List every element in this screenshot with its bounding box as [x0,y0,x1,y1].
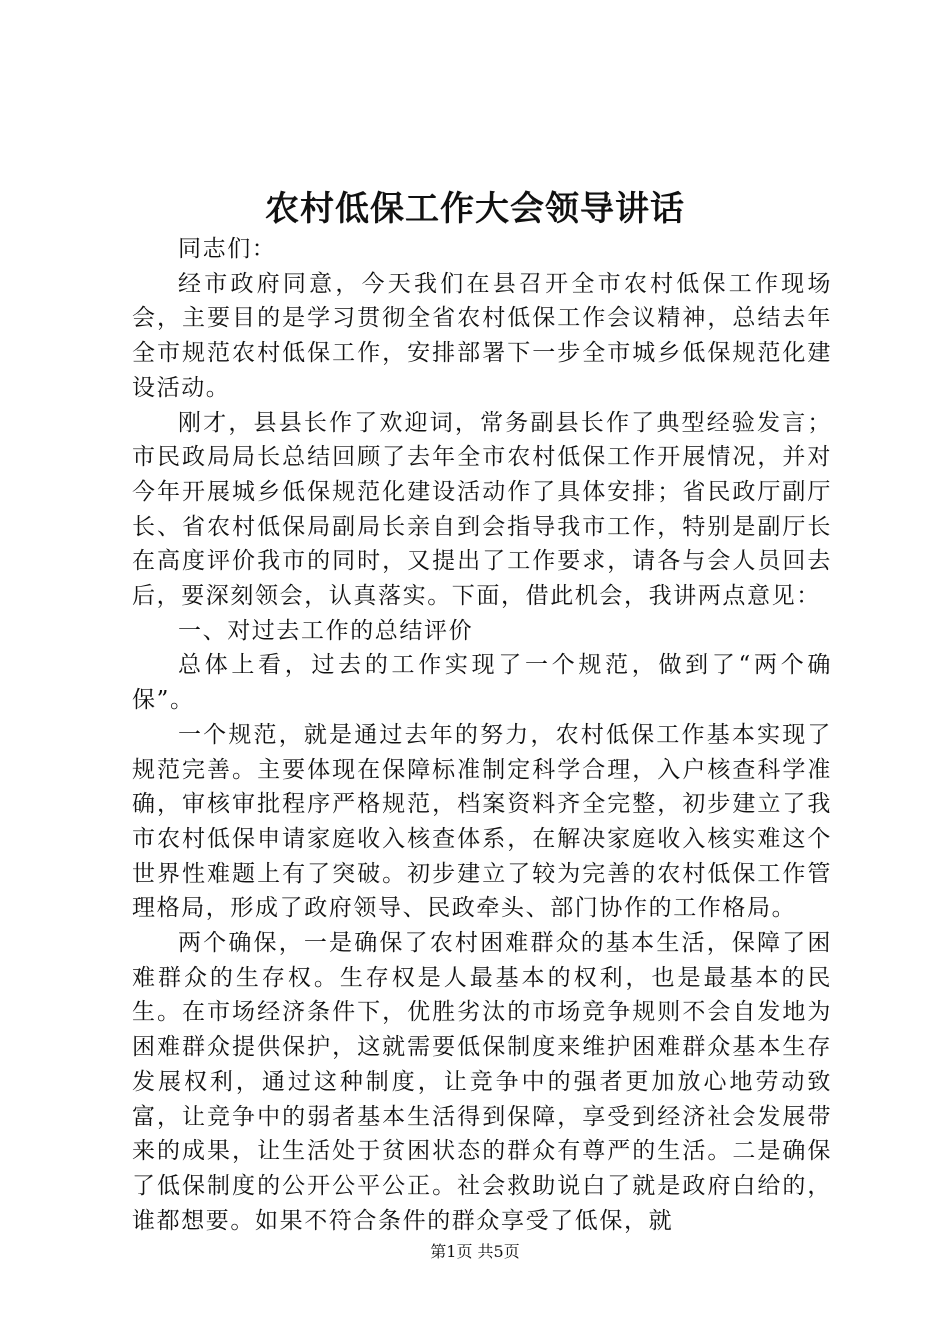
body-paragraph: 一个规范，就是通过去年的努力，农村低保工作基本实现了规范完善。主要体现在保障标准制定科学合理，入户核查科学准确，审核审批程序严格规范，档案资料齐全完整，初步建立了我市农村低保申请家庭收入核查体系，在解决家庭收入核实难这个世界性难题上有了突破。初步建立了较为完善的农村低保工作管理格局，形成了政府领导、民政牵头、部门协作的工作格局。 [132,721,832,922]
page-number: 第1页 共5页 [430,1242,520,1261]
body-paragraph: 总体上看，过去的工作实现了一个规范，做到了“两个确保”。 [132,652,832,714]
document-title: 农村低保工作大会领导讲话 [265,189,685,229]
body-paragraph: 刚才，县县长作了欢迎词，常务副县长作了典型经验发言；市民政局局长总结回顾了去年全市农村低保工作开展情况，并对今年开展城乡低保规范化建设活动作了具体安排；省民政厅副厅长、省农村低保局副局长亲自到会指导我市工作，特别是副厅长在高度评价我市的同时，又提出了工作要求，请各与会人员回去后，要深刻领会，认真落实。下面，借此机会，我讲两点意见： [132,409,832,610]
body-paragraph: 两个确保，一是确保了农村困难群众的基本生活，保障了困难群众的生存权。生存权是人最基本的权利，也是最基本的民生。在市场经济条件下，优胜劣汰的市场竞争规则不会自发地为困难群众提供保护，这就需要低保制度来维护困难群众基本生存发展权利，通过这种制度，让竞争中的强者更加放心地劳动致富，让竞争中的弱者基本生活得到保障，享受到经济社会发展带来的成果，让生活处于贫困状态的群众有尊严的生活。二是确保了低保制度的公开公平公正。社会救助说白了就是政府白给的，谁都想要。如果不符合条件的群众享受了低保，就 [132,930,832,1234]
body-paragraph: 经市政府同意，今天我们在县召开全市农村低保工作现场会，主要目的是学习贯彻全省农村低保工作会议精神，总结去年全市规范农村低保工作，安排部署下一步全市城乡低保规范化建设活动。 [132,270,832,401]
section-heading: 一、对过去工作的总结评价 [178,617,474,644]
greeting-paragraph: 同志们： [178,236,277,262]
document-body [132,232,832,1238]
